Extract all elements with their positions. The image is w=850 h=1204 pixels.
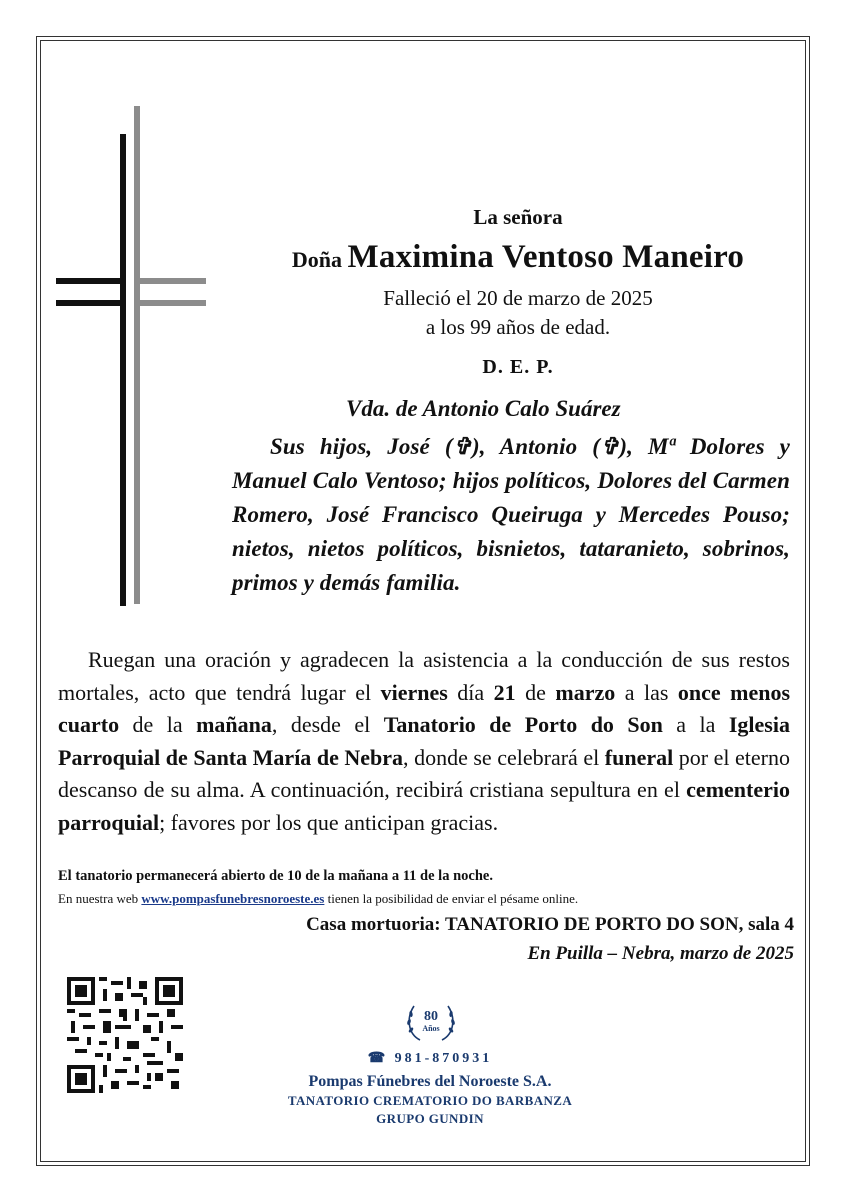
place-date: En Puilla – Nebra, marzo de 2025 <box>527 943 794 964</box>
cross-icon <box>54 104 214 614</box>
tanatorio-hours: El tanatorio permanecerá abierto de 10 de la mañana a 11 de la noche. <box>58 868 493 884</box>
intro-label: La señora <box>473 205 563 229</box>
deceased-name: Maximina Ventoso Maneiro <box>347 239 745 275</box>
age: a los 99 años de edad. <box>425 315 611 339</box>
family-paragraph: Sus hijos, José (✞), Antonio (✞), Mª Dolores y Manuel Calo Ventoso; hijos políticos, Dolores del Carmen Romero, José Francisco Queiruga y Mercedes Pouso; nietos, nietos políticos, bisnietos, tataranieto, sobrinos, primos y demás familia. <box>232 434 790 595</box>
cross-black-horizontal-lower <box>56 300 126 306</box>
ceremony-paragraph: Ruegan una oración y agradecen la asistencia a la conducción de sus restos mortales, acto que tendrá lugar el viernes día 21 de marzo a las once menos cuarto de la mañana, desde el Tanatorio de Porto do Son a la Iglesia Parroquial de Santa María de Nebra, donde se celebrará el funeral por el eterno descanso de su alma. A continuación, recibirá cristiana sepultura en el cementerio parroquial; favores por los que anticipan gracias. <box>58 647 791 835</box>
company-name: Pompas Fúnebres del Noroeste S.A. <box>308 1073 552 1090</box>
deceased-name-line <box>236 239 800 276</box>
web-note: En nuestra web www.pompasfunebresnoroeste.es tienen la posibilidad de enviar el pésame online. <box>58 891 579 906</box>
website-link[interactable]: www.pompasfunebresnoroeste.es <box>141 891 325 906</box>
honorific: Doña <box>291 247 343 272</box>
widow-line: Vda. de Antonio Calo Suárez <box>346 396 621 421</box>
group-name: GRUPO GUNDIN <box>376 1111 484 1126</box>
seal-number: 80 <box>424 1009 438 1024</box>
phone-icon: ☎ <box>367 1051 389 1066</box>
anniversary-seal-icon <box>402 996 460 1046</box>
dep: D. E. P. <box>482 356 554 378</box>
cross-black-horizontal <box>56 278 126 284</box>
seal-word: Años <box>422 1024 440 1033</box>
cross-gray-vertical <box>134 106 140 604</box>
phone-number[interactable]: 981-870931 <box>394 1051 493 1066</box>
cross-gray-horizontal <box>134 278 206 284</box>
casa-mortuoria: Casa mortuoria: TANATORIO DE PORTO DO SON, sala 4 <box>306 914 794 935</box>
qr-code-icon[interactable] <box>67 977 183 1093</box>
crematorio-name: TANATORIO CREMATORIO DO BARBANZA <box>287 1093 573 1108</box>
cross-gray-horizontal-lower <box>134 300 206 306</box>
death-date: Falleció el 20 de marzo de 2025 <box>383 286 653 310</box>
cross-black-vertical <box>120 134 126 606</box>
phone-line <box>300 1050 560 1067</box>
